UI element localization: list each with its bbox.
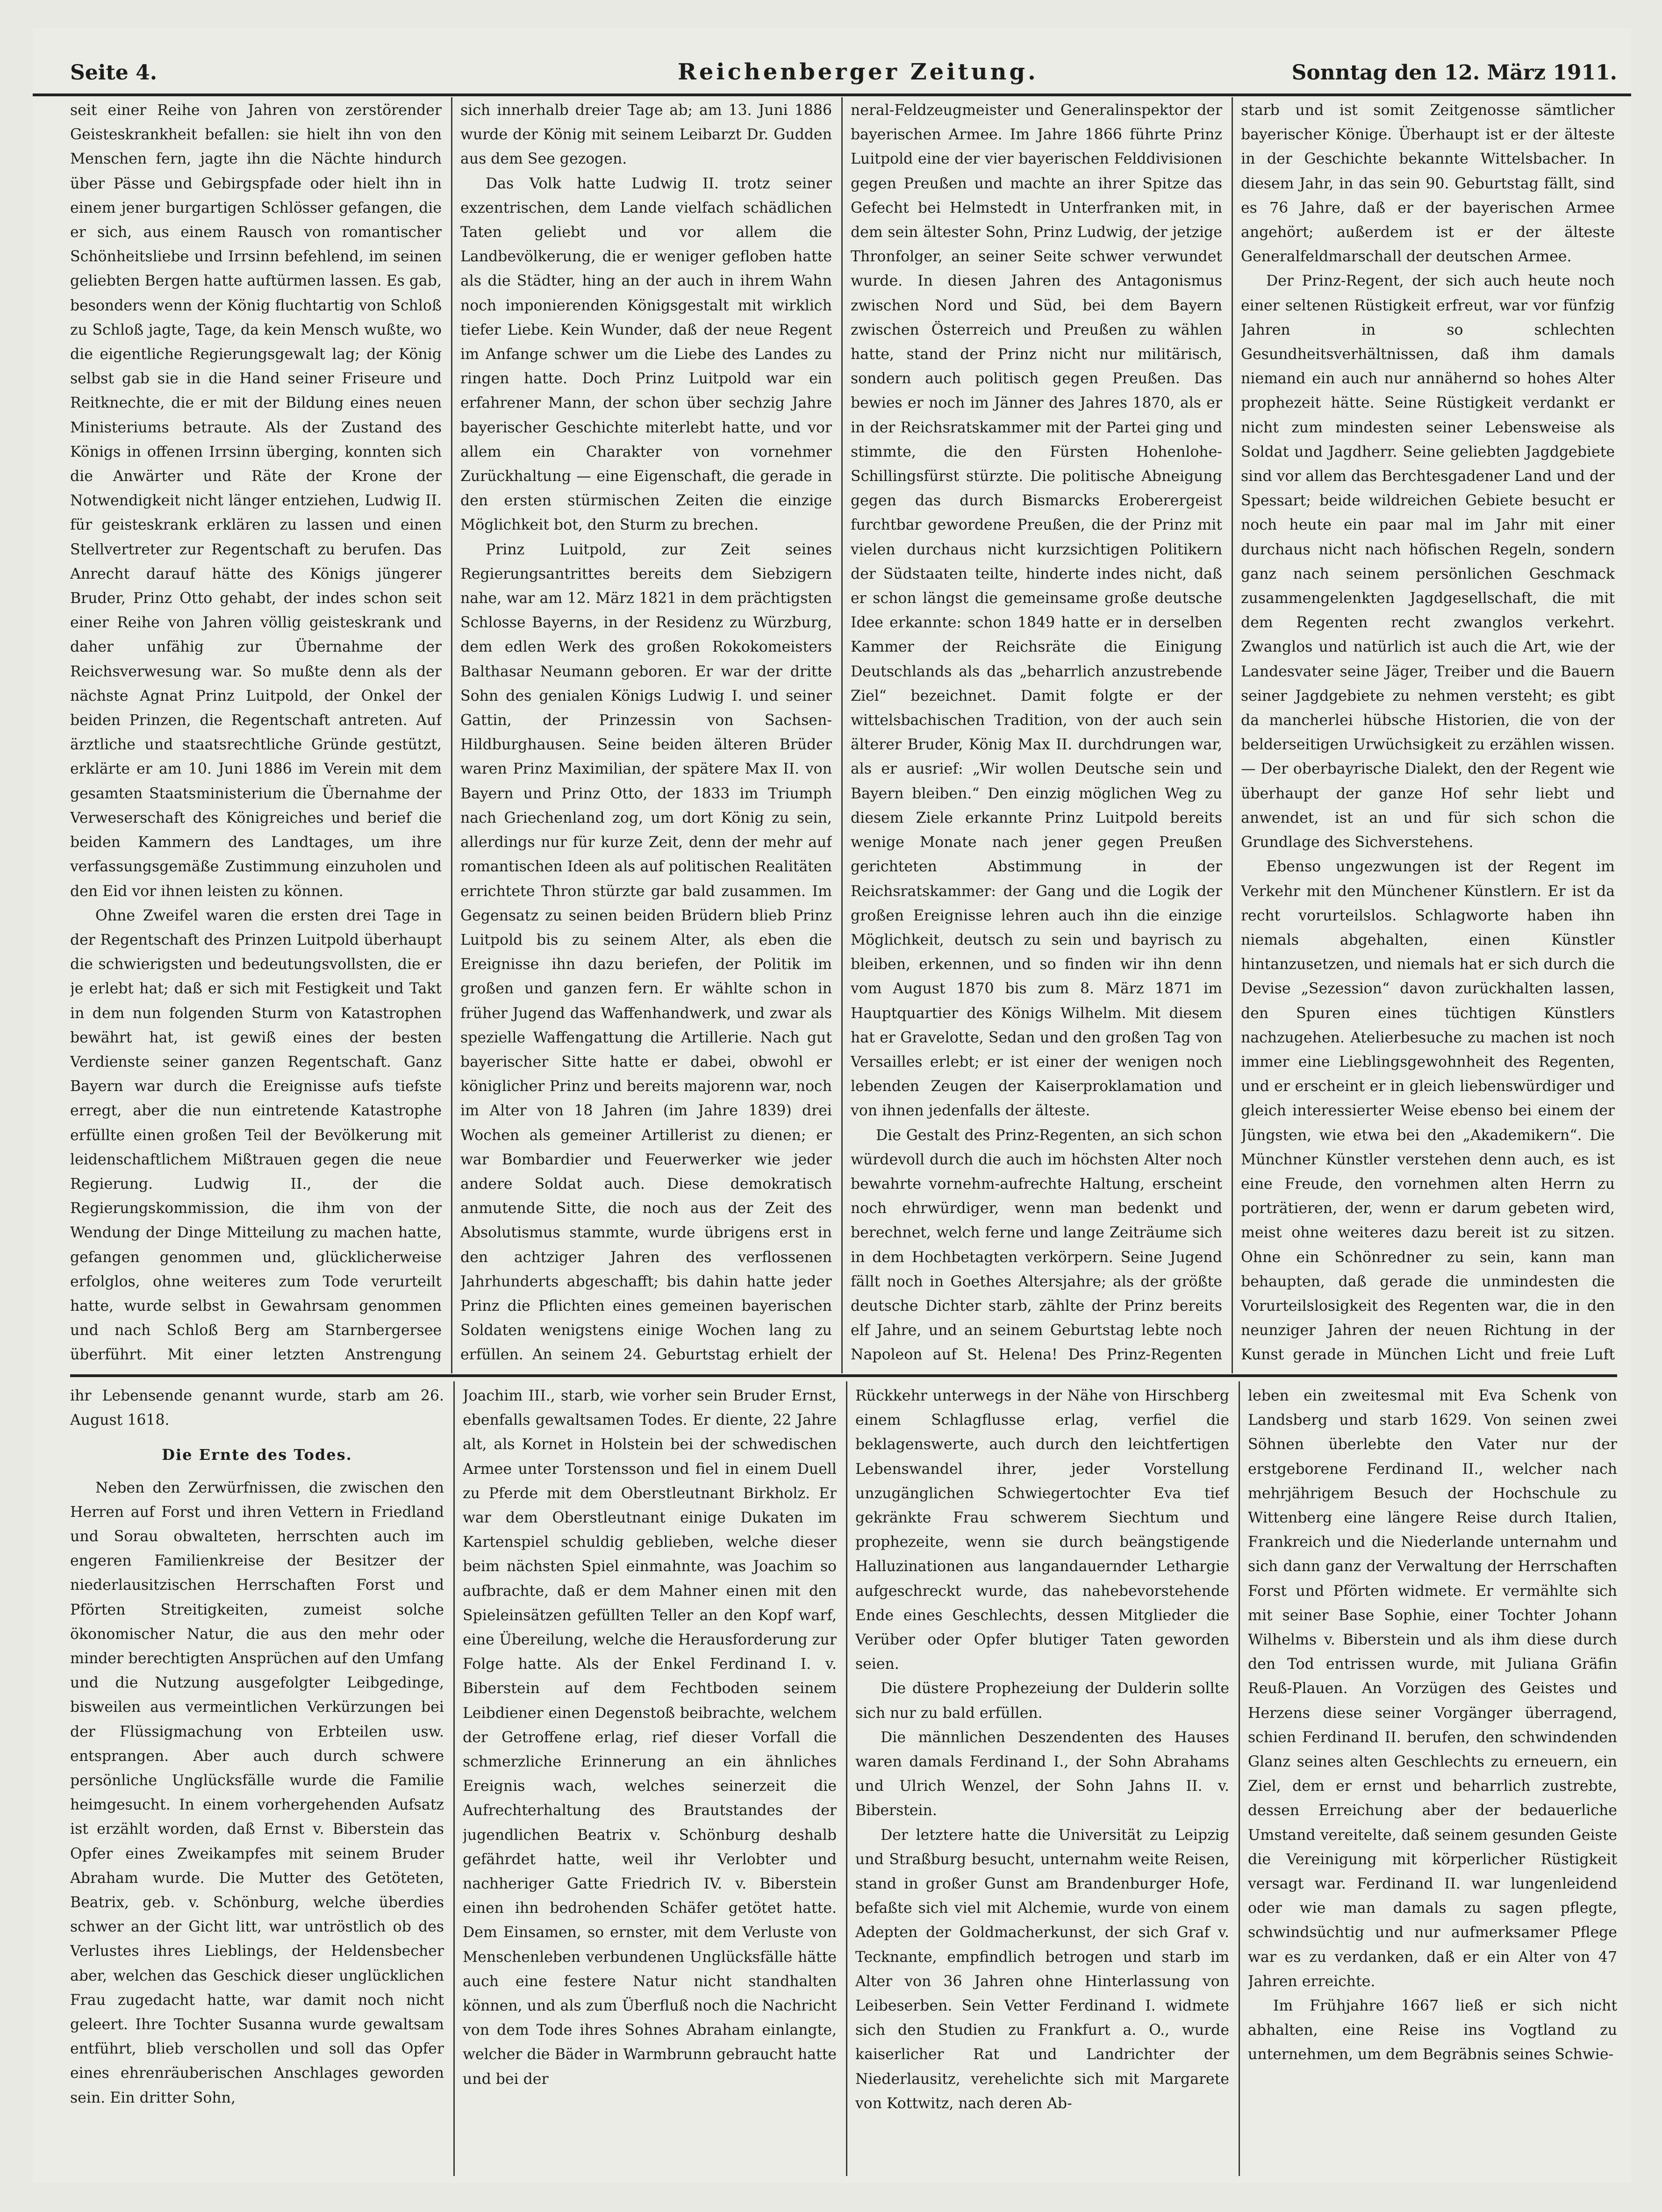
column-divider [841,97,843,1373]
upper-column-2 [460,98,832,1370]
lower-column-4 [1248,1384,1617,2174]
upper-column-1 [70,98,442,1370]
paragraph: Prinz Luitpold, zur Zeit seines Regierungsantrittes bereits dem Siebzigern nahe, war am 12. März 1821 in dem prächtigsten Schlosse Bayerns, in der Residenz zu Würzburg, dem edlen Werk des großen Rokokomeisters Balthasar Neumann geboren. Er war der dritte Sohn des genialen Königs Ludwig I. und seiner Gattin, der Prinzessin von Sachsen-Hildburghausen. Seine beiden älteren Brüder waren Prinz Maximilian, der spätere Max II. von Bayern und Prinz Otto, der 1833 im Triumph nach Griechenland zog, um dort König zu sein, allerdings nur für kurze Zeit, denn der mehr auf romantischen Ideen als auf politischen Realitäten errichtete Thron stürzte gar bald zusammen. Im Gegensatz zu seinen beiden Brüdern blieb Prinz Luitpold bis zu seinem Alter, als eben die Ereignisse ihn dazu beriefen, der Politik im großen und ganzen fern. Er wählte schon in früher Jugend das Waffenhandwerk, und zwar als spezielle Waffengattung die Artillerie. Nach gut bayerischer Sitte hatte er dabei, obwohl er königlicher Prinz und bereits majorenn war, noch im Alter von 18 Jahren (im Jahre 1839) drei Wochen als gemeiner Artillerist zu dienen; er war Bombardier und Feuerwerker wie jeder andere Soldat auch. Diese demokratisch anmutende Sitte, die noch aus der Zeit des Absolutismus stammte, wurde übrigens erst in den achtziger Jahren des verflossenen Jahrhunderts abgeschafft; bis dahin hatte jeder Prinz die Pflichten eines gemeinen bayerischen Soldaten wenigstens einige Wochen lang zu erfüllen. An seinem 24. Geburtstag erhielt der [460,541,832,1364]
paragraph: Im Frühjahre 1667 ließ er sich nicht abhalten, eine Reise ins Vogtland zu unternehmen, um dem Begräbnis seines Schwie- [1248,1997,1617,2063]
column-divider [1239,1381,1240,2176]
page-number: Seite 4. [70,61,158,85]
paragraph: ihr Lebensende genannt wurde, starb am 26. August 1618. [70,1387,444,1429]
paragraph: Der letztere hatte die Universität zu Leipzig und Straßburg besucht, unternahm weite Reisen, stand in großer Gunst am Brandenburger Hofe, befaßte sich viel mit Alchemie, wurde von einem Adepten der Goldmacherkunst, der sich Graf v. Tecknante, empfindlich betrogen und starb im Alter von 36 Jahren ohne Hinterlassung von Leibeserben. Sein Vetter Ferdinand I. widmete sich den Studien zu Frankfurt a. O., wurde kaiserlicher Rat und Landrichter der Niederlausitz, verehelichte sich mit Margarete von Kottwitz, nach deren Ab- [855,1826,1229,2112]
newspaper-title: Reichenberger Zeitung. [678,59,1039,85]
paragraph: Neben den Zerwürfnissen, die zwischen den Herren auf Forst und ihren Vettern in Friedland und Sorau obwalteten, herrschten auch im engeren Familienkreise der Besitzer der niederlausitzischen Herrschaften Forst und Pförten Streitigkeiten, zumeist solche ökonomischer Natur, die aus den mehr oder minder berechtigten Ansprüchen auf den Umfang und die Nutzung ausgefolgter Leibgedinge, bisweilen aus vermeintlichen Verkürzungen bei der Flüssigmachung von Erbteilen usw. entsprangen. Aber auch durch schwere persönliche Unglücksfälle wurde die Familie heimgesucht. In einem vorhergehenden Aufsatz ist erzählt worden, daß Ernst v. Biberstein das Opfer eines Zweikampfes mit seinem Bruder Abraham wurde. Die Mutter des Getöteten, Beatrix, geb. v. Schönburg, welche überdies schwer an der Gicht litt, war untröstlich ob des Verlustes ihres Lieblings, der Heldensbecher aber, welchen das Geschick dieser unglücklichen Frau zugedacht hatte, war damit noch nicht geleert. Ihre Tochter Susanna wurde gewaltsam entführt, blieb verschollen und soll das Opfer eines ehrenräuberischen Anschlages geworden sein. Ein dritter Sohn, [70,1479,444,2106]
lower-column-3 [855,1384,1229,2174]
paragraph: Ebenso ungezwungen ist der Regent im Verkehr mit den Münchener Künstlern. Er ist da recht vorurteilslos. Schlagworte haben ihn niemals abgehalten, einen Künstler hintanzusetzen, und niemals hat er sich durch die Devise „Sezession“ davon zurückhalten lassen, den Spuren eines tüchtigen Künstlers nachzugehen. Atelierbesuche zu machen ist noch immer eine Lieblingsgewohnheit des Regenten, und er erscheint er in gleich liebenswürdiger und gleich interessierter Weise ebenso bei einem der Jüngsten, wie etwa bei den „Akademikern“. Die Münchner Künstler verstehen denn auch, es ist eine Freude, den vornehmen alten Herrn zu porträtieren, der, wenn er darum gebeten wird, meist ohne weiteres dazu bereit ist zu sitzen. Ohne ein Schönredner zu sein, kann man behaupten, daß gerade die unmindesten die Vorurteilslosigkeit des Regenten war, die in den neunziger Jahren der neuen Richtung in der Kunst gerade in München Licht und freie Luft [1241,858,1615,1364]
paragraph: Das Volk hatte Ludwig II. trotz seiner exzentrischen, dem Lande vielfach schädlichen Taten geliebt und vor allem die Landbevölkerung, die er weniger gefloben hatte als die Städter, hing an der auch in ihrem Wahn noch imponierenden Königsgestalt mit wirklich tiefer Liebe. Kein Wunder, daß der neue Regent im Anfange schwer um die Liebe des Landes zu ringen hatte. Doch Prinz Luitpold war ein erfahrener Mann, der schon über sechzig Jahre bayerischer Geschichte miterlebt hatte, und vor allem ein Charakter von vornehmer Zurückhaltung — eine Eigenschaft, die gerade in den ersten stürmischen Zeiten die einzige Möglichkeit bot, den Sturm zu brechen. [460,175,832,534]
paragraph: Rückkehr unterwegs in der Nähe von Hirschberg einem Schlagflusse erlag, verfiel die beklagenswerte, auch durch den leichtfertigen Lebenswandel ihrer, jeder Vorstellung unzugänglichen Schwiegertochter Eva tief gekränkte Frau schwerem Siechtum und prophezeite, wenn sie durch beängstigende Halluzinationen aus langandauernder Lethargie aufgeschreckt wurde, das nahebevorstehende Ende eines Geschlechts, dessen Mitglieder die Verüber oder Opfer blutiger Taten geworden seien. [855,1387,1229,1673]
column-divider [1232,97,1233,1373]
newspaper-page [33,28,1631,2183]
paragraph: leben ein zweitesmal mit Eva Schenk von Landsberg und starb 1629. Von seinen zwei Söhnen überlebte den Vater nur der erstgeborene Ferdinand II., welcher nach mehrjährigem Besuch der Hochschule zu Wittenberg eine längere Reise durch Italien, Frankreich und die Niederlande unternahm und sich dann ganz der Verwaltung der Herrschaften Forst und Pförten widmete. Er vermählte sich mit seiner Base Sophie, einer Tochter Johann Wilhelms v. Biberstein und als ihm diese durch den Tod entrissen wurde, mit Juliana Gräfin Reuß-Plauen. An Vorzügen des Geistes und Herzens diese seiner Vorgänger überragend, schien Ferdinand II. berufen, den schwindenden Glanz seines alten Geschlechts zu erneuern, ein Ziel, dem er ernst und beharrlich zustrebte, dessen Erreichung aber der bedauerliche Umstand vereitelte, daß seinem gesunden Geiste die Vereinigung mit körperlicher Rüstigkeit versagt war. Ferdinand II. war lungenleidend oder wie man damals zu sagen pflegte, schwindsüchtig und nur aufmerksamer Pflege war es zu verdanken, daß er ein Alter von 47 Jahren erreichte. [1248,1387,1617,1990]
column-divider [846,1381,847,2176]
lower-column-1 [70,1384,444,2174]
upper-column-3 [851,98,1222,1370]
paragraph: seit einer Reihe von Jahren von zerstörender Geisteskrankheit befallen: sie hielt ihn von den Menschen fern, jagte ihn die Nächte hindurch über Pässe und Gebirgspfade oder hielt ihn in einem jener burgartigen Schlösser gefangen, die er sich, aus einem Rausch von romantischer Schönheitsliebe und Irrsinn befehlend, im seinen geliebten Bergen hatte auftürmen lassen. Es gab, besonders wenn der König fluchtartig von Schloß zu Schloß jagte, Tage, da kein Mensch wußte, wo die eigentliche Regierungsgewalt lag; der König selbst gab sie in die Hand seiner Friseure und Reitknechte, die er mit der Bildung eines neuen Ministeriums betraute. Als der Zustand des Königs in offenen Irrsinn überging, konnten sich die Anwärter und Räte der Krone der Notwendigkeit nicht länger entziehen, Ludwig II. für geisteskrank erklären zu lassen und einen Stellvertreter zur Regentschaft zu berufen. Das Anrecht darauf hätte des Königs jüngerer Bruder, Prinz Otto gehabt, der indes schon seit einer Reihe von Jahren völlig geisteskrank und daher unfähig zur Übernahme der Reichsverwesung war. So mußte denn als der nächste Agnat Prinz Luitpold, der Onkel der beiden Prinzen, die Regentschaft antreten. Auf ärztliche und staatsrechtliche Gründe gestützt, erklärte er am 10. Juni 1886 im Verein mit dem gesamten Staatsministerium die Übernahme der Verweserschaft des Königreiches und berief die beiden Kammern des Landtages, um ihre verfassungsgemäße Zustimmung einzuholen und den Eid vor ihnen leisten zu können. [70,102,442,900]
column-divider [453,1381,455,2176]
paragraph: Ohne Zweifel waren die ersten drei Tage in der Regentschaft des Prinzen Luitpold überhaupt die schwierigsten und bedeutungsvollsten, die er je erlebt hat; daß er sich mit Festigkeit und Takt in dem nun folgenden Sturm von Katastrophen bewährt hat, ist gewiß eines der besten Verdienste seiner ganzen Regentschaft. Ganz Bayern war durch die Ereignisse aufs tiefste erregt, aber die nun eintretende Katastrophe erfüllte einen großen Teil der Bevölkerung mit leidenschaftlichem Mißtrauen gegen die neue Regierung. Ludwig II., der die Regierungskommission, die ihm von der Wendung der Dinge Mitteilung zu machen hatte, gefangen genommen und, glücklicherweise erfolglos, ohne weiteres zum Tode verurteilt hatte, wurde selbst in Gewahrsam genommen und nach Schloß Berg am Starnbergersee überführt. Mit einer letzten Anstrengung [70,907,442,1364]
section-separator [70,1374,1617,1377]
paragraph: Joachim III., starb, wie vorher sein Bruder Ernst, ebenfalls gewaltsamen Todes. Er diente, 22 Jahre alt, als Kornet in Holstein bei der schwedischen Armee unter Torstensson und fiel in einem Duell zu Pferde mit dem Oberstleutnant Birkholz. Er war dem Oberstleutnant einige Dukaten im Kartenspiel schuldig geblieben, welche dieser beim nächsten Spiel einmahnte, was Joachim so aufbrachte, daß er dem Mahner einen mit den Spieleinsätzen gefüllten Teller an den Kopf warf, eine Übereilung, welche die Herausforderung zur Folge hatte. Als der Enkel Ferdinand I. v. Biberstein auf dem Fechtboden seinem Leibdiener einen Degenstoß beibrachte, welchem der Getroffene erlag, rief dieser Vorfall die schmerzliche Erinnerung an ein ähnliches Ereignis wach, welches seinerzeit die Aufrechterhaltung des Brautstandes der jugendlichen Beatrix v. Schönburg deshalb gefährdet hatte, weil ihr Verlobter und nachheriger Gatte Friedrich IV. v. Biberstein einen ihn bedrohenden Schäfer getötet hatte. Dem Einsamen, so ernster, mit dem Verluste von Menschenleben verbundenen Unglücksfälle hätte auch eine festere Natur nicht standhalten können, und als zum Überfluß noch die Nachricht von dem Tode ihres Sohnes Abraham einlangte, welcher die Bäder in Warmbrunn gebraucht hatte und bei der [463,1387,837,2088]
upper-column-4 [1241,98,1615,1370]
column-divider [451,97,452,1373]
paragraph: Die Gestalt des Prinz-Regenten, an sich schon würdevoll durch die auch im höchsten Alter noch bewahrte vornehm-aufrechte Haltung, erscheint noch ehrwürdiger, wenn man bedenkt und berechnet, welch ferne und lange Zeiträume sich in dem Hochbetagten verkörpern. Seine Jugend fällt noch in Goethes Altersjahre; als der größte deutsche Dichter starb, zählte der Prinz bereits elf Jahre, und an seinem Geburtstag lebte noch Napoleon auf St. Helena! Des Prinz-Regenten [851,1127,1222,1364]
paragraph: Die männlichen Deszendenten des Hauses waren damals Ferdinand I., der Sohn Abrahams und Ulrich Wenzel, der Sohn Jahns II. v. Biberstein. [855,1729,1229,1819]
issue-date: Sonntag den 12. März 1911. [1291,61,1617,85]
paragraph: Die düstere Prophezeiung der Dulderin sollte sich nur zu bald erfüllen. [855,1680,1229,1722]
paragraph: starb und ist somit Zeitgenosse sämtlicher bayerischer Könige. Überhaupt ist er der älteste in der Geschichte bekannte Wittelsbacher. In diesem Jahr, in das sein 90. Geburtstag fällt, sind es 76 Jahre, daß er der bayerischen Armee angehört; außerdem ist er der älteste Generalfeldmarschall der deutschen Armee. [1241,102,1615,266]
paragraph: sich innerhalb dreier Tage ab; am 13. Juni 1886 wurde der König mit seinem Leibarzt Dr. Gudden aus dem See gezogen. [460,102,832,168]
page-header [33,28,1631,96]
paragraph: Der Prinz-Regent, der sich auch heute noch einer seltenen Rüstigkeit erfreut, war vor fünfzig Jahren in so schlechten Gesundheitsverhältnissen, daß ihm damals niemand ein auch nur annähernd so hohes Alter prophezeit hätte. Seine Rüstigkeit verdankt er nicht zum mindesten seiner Lebensweise als Soldat und Jagdherr. Seine geliebten Jagdgebiete sind vor allem das Berchtesgadener Land und der Spessart; beide wildreichen Gebiete besucht er noch heute ein paar mal im Jahr mit einer durchaus nicht nach höfischen Regeln, sondern ganz nach seinem persönlichen Geschmack zusammengelenkten Jagdgesellschaft, die mit dem Regenten recht zwanglos verkehrt. Zwanglos und natürlich ist auch die Art, wie der Landesvater seine Jäger, Treiber und die Bauern seiner Jagdgebiete zu nehmen versteht; es gibt da mancherlei hübsche Historien, die von der belderseitigen Urwüchsigkeit zu erzählen wissen. — Der oberbayrische Dialekt, den der Regent wie überhaupt der ganze Hof sehr liebt und anwendet, ist an und für sich schon die Grundlage des Sichverstehens. [1241,273,1615,851]
section-heading: Die Ernte des Todes. [162,1446,352,1464]
lower-column-2 [463,1384,837,2174]
paragraph: neral-Feldzeugmeister und Generalinspektor der bayerischen Armee. Im Jahre 1866 führte Prinz Luitpold eine der vier bayerischen Felddivisionen gegen Preußen und machte an ihrer Spitze das Gefecht bei Helmstedt in Unterfranken mit, in dem sein ältester Sohn, Prinz Ludwig, der jetzige Thronfolger, an seiner Seite schwer verwundet wurde. In diesen Jahren des Antagonismus zwischen Nord und Süd, bei dem Bayern zwischen Österreich und Preußen zu wählen hatte, stand der Prinz nicht nur militärisch, sondern auch politisch gegen Preußen. Das bewies er noch im Jänner des Jahres 1870, als er in der Reichsratskammer mit der Partei ging und stimmte, die den Fürsten Hohenlohe-Schillingsfürst stürzte. Die politische Abneigung gegen das durch Bismarcks Eroberergeist furchtbar gewordene Preußen, die der Prinz mit vielen durchaus nicht kurzsichtigen Politikern der Südstaaten teilte, hinderte indes nicht, daß er schon längst die gemeinsame große deutsche Idee erkannte: schon 1849 hatte er in derselben Kammer der Reichsräte die Einigung Deutschlands als das „beharrlich anzustrebende Ziel“ bezeichnet. Damit folgte er der wittelsbachischen Tradition, von der auch sein älterer Bruder, König Max II. durchdrungen war, als er ausrief: „Wir wollen Deutsche sein und Bayern bleiben.“ Den einzig möglichen Weg zu diesem Ziele erkannte Prinz Luitpold bereits wenige Monate nach jener gegen Preußen gerichteten Abstimmung in der Reichsratskammer: der Gang und die Logik der großen Ereignisse lehren auch ihn die einzige Möglichkeit, deutsch zu sein und bayrisch zu bleiben, erkennen, und so finden wir ihn denn vom August 1870 bis zum 8. März 1871 im Hauptquartier des Königs Wilhelm. Mit diesem hat er Gravelotte, Sedan und den großen Tag von Versailles erlebt; er ist einer der wenigen noch lebenden Zeugen der Kaiserproklamation und von ihnen jedenfalls der älteste. [851,102,1222,1120]
